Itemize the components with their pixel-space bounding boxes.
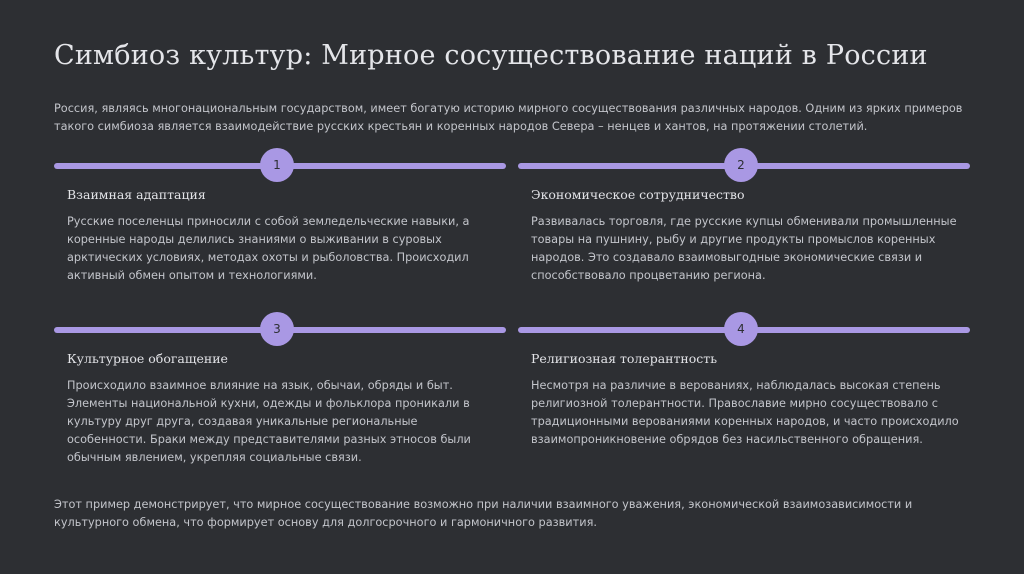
card-title: Экономическое сотрудничество [531, 187, 745, 202]
card-title: Культурное обогащение [67, 351, 228, 366]
card-title: Взаимная адаптация [67, 187, 206, 202]
card-number-badge: 3 [260, 312, 294, 346]
card-text: Русские поселенцы приносили с собой земледельческие навыки, а коренные народы делились знаниями о выживании в суровых арктических условиях, методах охоты и рыболовства. Происходил активный обмен опытом и технологиями. [67, 215, 470, 282]
card-text: Несмотря на различие в верованиях, наблюдалась высокая степень религиозной толерантности. Православие мирно сосуществовало с традиционными верованиями коренных народов, и часто происходило взаимопроникновение обрядов без насильственного обращения. [531, 379, 959, 446]
card-title: Религиозная толерантность [531, 351, 718, 366]
card-number-badge: 4 [724, 312, 758, 346]
card-text: Развивалась торговля, где русские купцы обменивали промышленные товары на пушнину, рыбу и другие продукты промыслов коренных народов. Это создавало взаимовыгодные экономические связи и способствовало процветанию региона. [531, 215, 957, 282]
card-number-badge: 1 [260, 148, 294, 182]
page-title: Симбиоз культур: Мирное сосуществование наций в России [54, 40, 928, 71]
intro-paragraph: Россия, являясь многонациональным государством, имеет богатую историю мирного сосуществования различных народов. Одним из ярких примеров такого симбиоза является взаимодействие русских крестьян и коренных народов Севера – ненцев и хантов, на протяжении столетий. [54, 102, 963, 133]
card-number-badge: 2 [724, 148, 758, 182]
conclusion-paragraph: Этот пример демонстрирует, что мирное сосуществование возможно при наличии взаимного уважения, экономической взаимозависимости и культурного обмена, что формирует основу для долгосрочного и гармоничного развития. [54, 498, 913, 529]
card-text: Происходило взаимное влияние на язык, обычаи, обряды и быт. Элементы национальной кухни, одежды и фольклора проникали в культуру друг друга, создавая уникальные региональные особенности. Браки между представителями разных этносов были обычным явлением, укрепляя социальные связи. [67, 379, 471, 464]
